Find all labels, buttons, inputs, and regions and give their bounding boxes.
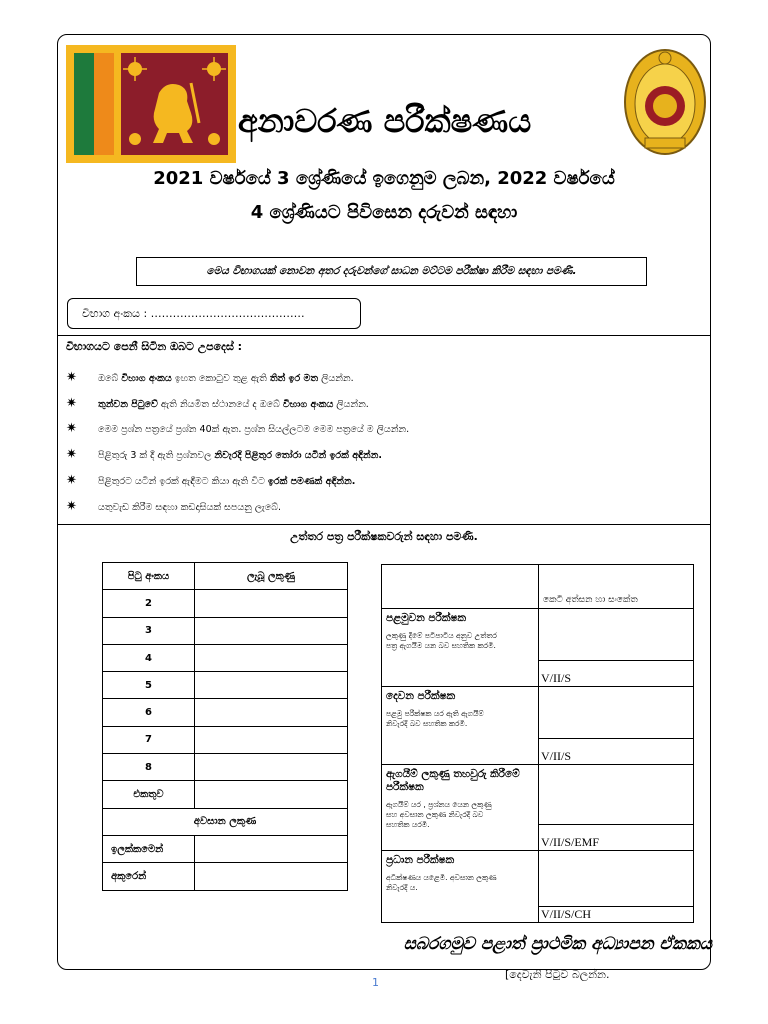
instruction-item: ✷ පිළිතුරු 3 ක් දී ඇති ප්‍රශ්නවල නිවැරදි පිළිතුර තෝරා යටින් ඉරක් අඳින්න. xyxy=(66,447,382,462)
marks-cell[interactable] xyxy=(195,672,348,699)
second-examiner-cell: දෙවන පරීක්ෂක පළමු පරීක්ෂක යර ඇති ඇගයීම් නිවැරදි බව සහතික කරමි. xyxy=(382,687,539,765)
national-emblem-image xyxy=(620,42,710,160)
marks-cell[interactable] xyxy=(195,726,348,753)
col-page-header: පිටු අංකය xyxy=(103,563,195,590)
table-row: අවසාන ලකුණ xyxy=(103,808,348,835)
issuing-authority: සබරගමුව පළාත් ප්‍රාථමික අධ්‍යාපන ඒකකය xyxy=(403,934,712,954)
instruction-item: ✷ මෙම ප්‍රශ්න පත්‍රයේ ප්‍රශ්න 40ක් ඇත. ප්‍රශ්න සියල්ලටම මෙම පත්‍රයේ ම ලියන්න. xyxy=(66,421,410,436)
first-examiner-cell: පළමුවන පරීක්ෂක ලකුණු දීමේ පටිපාටිය අනුව උත්තර පත්‍ර ඇගයීම යන බව සහතික කරමි. xyxy=(382,609,539,687)
subtitle-line-2: 4 ශ්‍රේණියට පිවිසෙන දරුවන් සඳහා xyxy=(250,202,518,223)
table-row: 5 xyxy=(103,672,348,699)
table-row: 4 xyxy=(103,644,348,671)
instruction-item: ✷ පිළිතුරට යටින් ඉරක් ඇඳීමට කියා ඇති විට ඉරක් පමණක් අඳින්න. xyxy=(66,473,356,488)
marks-cell[interactable] xyxy=(195,590,348,617)
table-row: ඉලක්කමෙන් xyxy=(103,835,348,862)
divider xyxy=(57,335,711,336)
marks-cell[interactable] xyxy=(195,699,348,726)
examiners-section-title: උත්තර පත්‍ර පරීක්ෂකවරුන් සඳහා පමණි. xyxy=(290,530,478,543)
instruction-item: ✷ ඔබේ විභාග අංකය ඉහත කොටුව තුළ ඇති තිත් ඉර මත ලියන්න. xyxy=(66,370,354,385)
page-title: අනාවරණ පරීක්ෂණය xyxy=(238,102,532,140)
subtitle-line-1: 2021 වර්ෂයේ 3 ශ්‍රේණියේ ඉගෙනුම ලබන, 2022 වර්ෂයේ xyxy=(153,168,615,189)
signature-cell[interactable] xyxy=(539,609,694,661)
chief-examiner-cell: ප්‍රධාන පරීක්ෂක අධීක්ෂණය යළෙමි. අවසාන ලකුණ නිවැරදි ය. xyxy=(382,851,539,923)
marks-verification-examiner-cell: ඇගයීම් ලකුණු තහවුරු කිරීමේ පරීක්ෂක ඇගයීම් යර , ප්‍රශ්නය යෙන ලකුණු සහ අවසාන ලකුණ නිවැරදි බව සහතික යරමි. xyxy=(382,765,539,851)
divider xyxy=(57,524,711,525)
lion-flag-image xyxy=(66,45,236,163)
page-number: 1 xyxy=(372,976,379,989)
instruction-item: ✷ තුන්වන පිටුවේ ඇති නියමිත ස්ථානයේ ද ඔබේ විභාග අංකය ලියන්න. xyxy=(66,396,369,411)
instructions-title: විභාගයට පෙනී සිටින ඔබට උපදෙස් : xyxy=(66,340,243,353)
marks-table xyxy=(102,562,348,891)
signature-header: කෙටි අත්සන හා සංකේත xyxy=(539,565,694,609)
marks-cell[interactable] xyxy=(195,863,348,890)
col-marks-header: ලැබූ ලකුණු xyxy=(195,563,348,590)
marks-cell[interactable] xyxy=(195,644,348,671)
signature-table: කෙටි අත්සන හා සංකේත පළමුවන පරීක්ෂක ලකුණු දීමේ පටිපාටිය අනුව උත්තර පත්‍ර ඇගයීම යන බව සහතික කරමි. V/II/S දෙවන පරීක්ෂක පළමු පරීක්ෂක යර ඇති ඇගයීම් නිවැරදි බව සහතික කරමි. V/II/S ඇගයීම් ලකුණු තහවුරු කිරීමේ පරීක්ෂක ඇගයීම් යර , ප්‍රශ්නය යෙන ලකුණු සහ අවසාන ලකුණ නිවැරදි බව සහතික යරමි. V/II/S/EMF ප්‍රධාන පරීක්ෂක අධීක්ෂණය යළෙමි. අවසාන ලකුණ නිවැරදි ය. V/II/S/CH xyxy=(381,564,694,923)
turn-over-note: [දෙවැනි පිටුව බලන්න. xyxy=(505,968,610,981)
signature-cell[interactable] xyxy=(539,687,694,739)
marks-cell[interactable] xyxy=(195,617,348,644)
signature-cell[interactable] xyxy=(539,851,694,907)
signature-cell[interactable] xyxy=(539,765,694,825)
table-row: 6 xyxy=(103,699,348,726)
table-row: 7 xyxy=(103,726,348,753)
table-row: 8 xyxy=(103,754,348,781)
marks-cell[interactable] xyxy=(195,835,348,862)
table-row: අකුරෙන් xyxy=(103,863,348,890)
table-row: එකතුව xyxy=(103,781,348,808)
table-row: 3 xyxy=(103,617,348,644)
purpose-note: මෙය විභාගයක් නොවන අතර දරුවන්ගේ සාධන මට්ටම පරීක්ෂා කිරීම සඳහා පමණි. xyxy=(136,257,647,286)
marks-cell[interactable] xyxy=(195,754,348,781)
table-row: 2 xyxy=(103,590,348,617)
marks-cell[interactable] xyxy=(195,781,348,808)
index-number-field[interactable]: විභාග අංකය : …………………………………… xyxy=(67,298,361,329)
instruction-item: ✷ යතුවැඩ කිරීම සඳහා කඩදාසියක් සපයනු ලැබේ. xyxy=(66,499,282,514)
